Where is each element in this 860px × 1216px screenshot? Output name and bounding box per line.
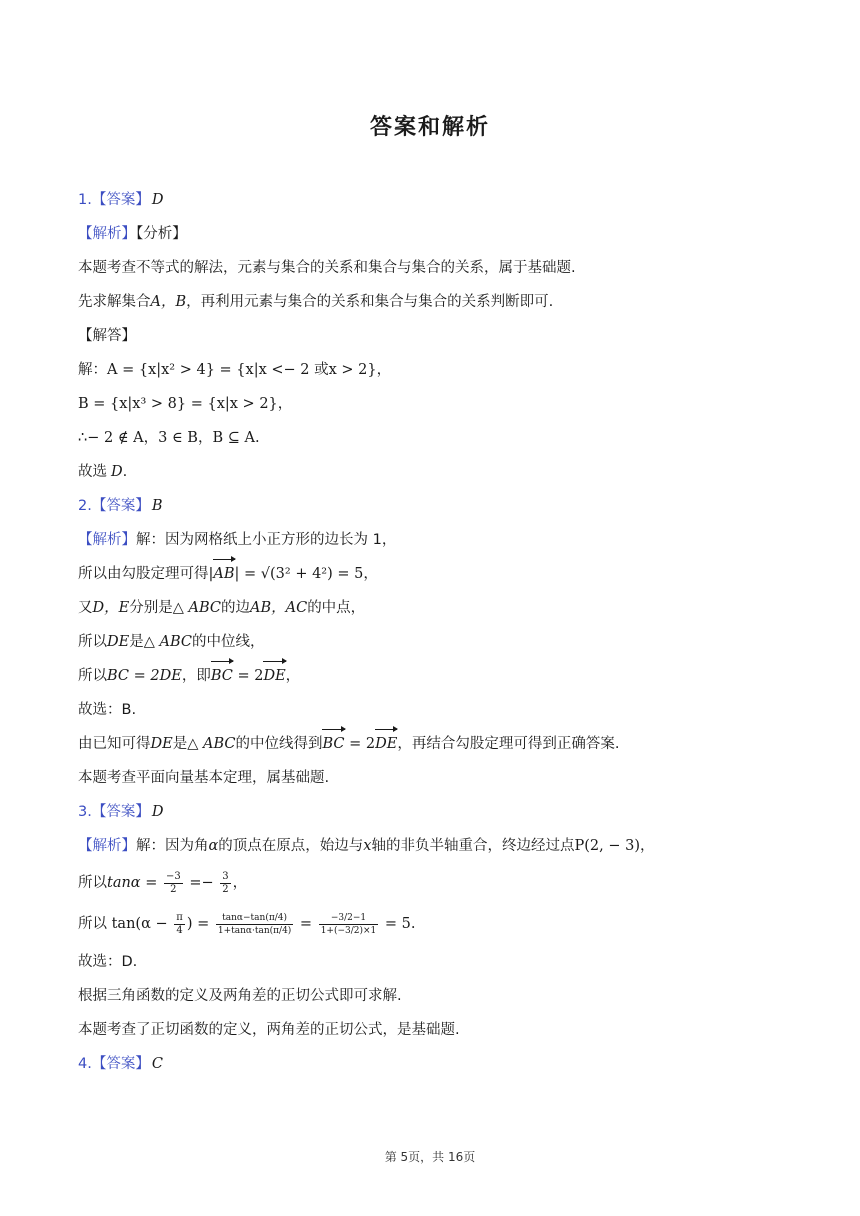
text: 的中位线得到	[235, 736, 323, 752]
math: A = {x|x² > 4} = {x|x <− 2 或x > 2}	[107, 362, 377, 378]
text: 所以	[78, 916, 112, 932]
math: | = √(3² + 4²) = 5，	[234, 566, 378, 582]
text: 所以由勾股定理可得|	[78, 566, 214, 582]
numerator: −3/2−1	[319, 912, 379, 925]
math: DE	[150, 736, 173, 752]
q3-line-4: 故选：D.	[78, 954, 138, 970]
q1-line-5: ∴− 2 ∉ A，3 ∈ B，B ⊆ A.	[78, 430, 260, 446]
numerator: π	[176, 911, 183, 923]
math: B = {x|x³ > 8} = {x|x > 2}	[78, 396, 278, 412]
math: ) =	[186, 916, 214, 932]
text: ，	[376, 362, 392, 378]
text: 轴的非负半轴重合，终边经过点	[371, 838, 575, 854]
q3-answer-value: D	[151, 804, 164, 820]
text: ，即	[181, 668, 211, 684]
text: .	[122, 464, 128, 480]
denominator: 2	[170, 883, 177, 895]
q1-answer-label: 1.【答案】	[78, 192, 150, 208]
text: 是△	[172, 736, 203, 752]
denominator: 1+tanα·tan(π/4)	[217, 925, 292, 936]
text: 是△	[129, 634, 160, 650]
text: ，再结合勾股定理可得到正确答案.	[397, 736, 620, 752]
q1-line-6	[78, 458, 798, 492]
q3-line-2	[78, 866, 798, 906]
q1-answer-value: D	[151, 192, 164, 208]
text: 所以	[78, 875, 107, 891]
text: 解：	[78, 362, 107, 378]
math: ABC	[159, 634, 192, 650]
math: x	[363, 838, 372, 854]
text: 所以	[78, 634, 107, 650]
math: = 2	[232, 668, 264, 684]
q2-line-7	[78, 730, 798, 764]
math: DE	[107, 634, 130, 650]
text: 分别是△	[129, 600, 189, 616]
math: ABC	[188, 600, 221, 616]
q2-line-2	[78, 560, 798, 594]
q1-jieda-tag: 【解答】	[78, 328, 136, 344]
q1-answer-header	[78, 186, 798, 220]
q3-line-3	[78, 906, 798, 948]
q3-jiexi-tag: 【解析】	[78, 838, 136, 854]
q4-answer-label: 4.【答案】	[78, 1056, 150, 1072]
q2-answer-value: B	[151, 498, 163, 514]
q1-jiexi-tag: 【解析】	[78, 226, 136, 242]
text: ，	[285, 668, 301, 684]
math: =	[295, 916, 317, 932]
fraction	[319, 912, 379, 937]
math: =−	[184, 875, 219, 891]
text: ，	[277, 396, 293, 412]
q4-answer-header	[78, 1050, 798, 1084]
text: 故选	[78, 464, 107, 480]
math: = 2	[344, 736, 376, 752]
q2-line-8: 本题考查平面向量基本定理，属基础题.	[78, 770, 330, 786]
numerator: −3	[165, 870, 181, 882]
q4-answer-value: C	[151, 1056, 163, 1072]
math: BC = 2DE	[107, 668, 182, 684]
denominator: 2	[222, 883, 229, 895]
text: 的中位线，	[191, 634, 265, 650]
q1-analysis-tags	[78, 220, 798, 254]
text: 的边	[220, 600, 250, 616]
math: tan(α −	[111, 916, 173, 932]
vector-bc: BC	[211, 662, 233, 690]
q1-line-2	[78, 288, 798, 322]
text: 先求解集合	[78, 294, 151, 310]
fraction	[164, 871, 183, 896]
math: α	[208, 838, 219, 854]
vector-de: DE	[375, 730, 397, 758]
denominator: 1+(−3/2)×1	[320, 925, 377, 936]
math: = 5.	[380, 916, 416, 932]
answer-content	[78, 186, 798, 1084]
math: P(2, − 3)	[574, 838, 640, 854]
math: AB，AC	[249, 600, 308, 616]
fraction	[216, 912, 293, 937]
q1-line-1: 本题考查不等式的解法，元素与集合的关系和集合与集合的关系，属于基础题.	[78, 260, 576, 276]
text: ，	[232, 875, 248, 891]
q3-line-6: 本题考查了正切函数的定义，两角差的正切公式，是基础题.	[78, 1022, 460, 1038]
q3-answer-header	[78, 798, 798, 832]
denominator: 4	[176, 924, 183, 936]
text: 解：因为角	[136, 838, 209, 854]
q1-line-3	[78, 356, 798, 390]
q2-line-5	[78, 662, 798, 696]
q2-line-3	[78, 594, 798, 628]
q2-line-4	[78, 628, 798, 662]
q1-line-4	[78, 390, 798, 424]
page-title: 答案和解析	[369, 115, 490, 140]
q3-answer-label: 3.【答案】	[78, 804, 150, 820]
math: D，E	[92, 600, 130, 616]
math: A，B	[150, 294, 187, 310]
text: 又	[78, 600, 93, 616]
numerator: 3	[222, 870, 229, 882]
q2-line-6: 故选：B.	[78, 702, 137, 718]
vector-ab: AB	[213, 560, 234, 588]
q3-line-1	[78, 832, 798, 866]
q2-answer-label: 2.【答案】	[78, 498, 150, 514]
text: 所以	[78, 668, 107, 684]
text: 的中点，	[307, 600, 366, 616]
math: ABC	[202, 736, 236, 752]
text: 由已知可得	[78, 736, 151, 752]
q2-jiexi-tag: 【解析】	[78, 532, 136, 548]
fraction	[174, 912, 185, 937]
text: ，再利用元素与集合的关系和集合与集合的关系判断即可.	[186, 294, 554, 310]
q1-fenxi-tag: 【分析】	[136, 226, 187, 242]
q3-line-5: 根据三角函数的定义及两角差的正切公式即可求解.	[78, 988, 402, 1004]
text: 解：因为网格纸上小正方形的边长为 1，	[136, 532, 397, 548]
text: ，	[639, 838, 655, 854]
text: 的顶点在原点，始边与	[218, 838, 364, 854]
numerator: tanα−tan(π/4)	[216, 912, 293, 925]
fraction	[220, 871, 230, 896]
vector-bc: BC	[322, 730, 344, 758]
page-footer: 第 5页，共 16页	[384, 1150, 476, 1164]
math: D	[111, 464, 123, 480]
q2-answer-header	[78, 492, 798, 526]
math: tanα =	[107, 875, 162, 891]
q2-line-1	[78, 526, 798, 560]
vector-de: DE	[263, 662, 285, 690]
